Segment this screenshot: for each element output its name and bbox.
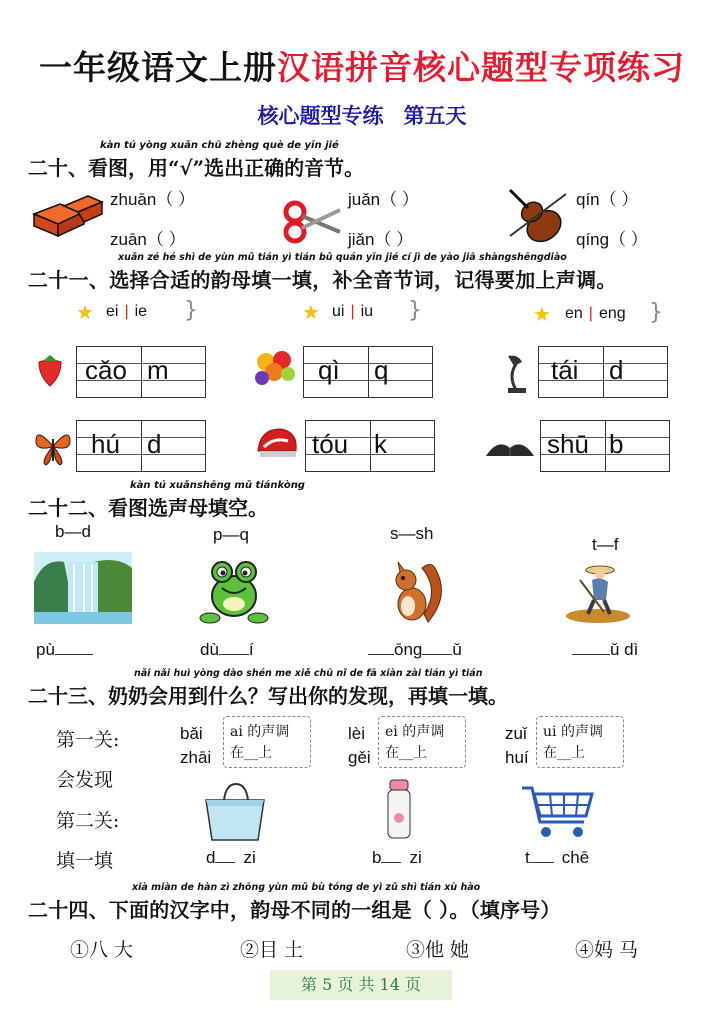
q22-pinyin: kàn tú xuǎnshēng mǔ tiánkòng: [130, 480, 305, 491]
q23-g3-box[interactable]: ui 的声调 在__上: [536, 716, 624, 768]
page-title: [0, 42, 724, 89]
q22-answer-3[interactable]: ōng ǔ: [368, 640, 462, 660]
star-icon: ★: [302, 300, 320, 324]
q23-fill-2[interactable]: b zi: [372, 848, 422, 867]
title-black: 一年级语文上册: [39, 48, 277, 87]
butterfly-icon: [32, 425, 74, 469]
squirrel-icon: [388, 556, 448, 628]
q24-pinyin: xià miàn de hàn zì zhōng yùn mǔ bù tóng de yì zǔ shì tián xù hào: [132, 882, 481, 893]
q24-option-1[interactable]: ①八 大: [70, 939, 134, 961]
q23-g1-top: bǎi: [180, 724, 203, 743]
q21-grid-5[interactable]: tóu k: [305, 420, 435, 472]
q21-title: 二十一、选择合适的韵母填一填，补全音节词，记得要加上声调。: [28, 268, 617, 292]
q21-grid-3[interactable]: tái d: [538, 346, 668, 398]
q23-g3-top: zuǐ: [505, 724, 527, 743]
q22-answer-2[interactable]: dù í: [200, 640, 254, 659]
star-icon: ★: [76, 300, 94, 324]
q21-pill-3: ★ en | eng }: [533, 300, 663, 326]
q22-pair-1: b—d: [55, 522, 91, 541]
frog-icon: [196, 552, 272, 628]
q21-grid-4[interactable]: hú d: [76, 420, 206, 472]
q24-option-4[interactable]: ④妈 马: [575, 939, 639, 961]
q20-pinyin: kàn tú yòng xuǎn chū zhèng què de yīn jié: [100, 140, 339, 151]
q20-title: 二十、看图，用“√”选出正确的音节。: [28, 156, 365, 180]
q22-title: 二十二、看图选声母填空。: [28, 496, 268, 520]
q21-pinyin: xuǎn zé hé shì de yùn mǔ tián yì tián bǔ quán yīn jié cí jì de yào jiā shàngshēngdiào: [118, 252, 567, 263]
q20-opt-2a[interactable]: juǎn（ ）: [348, 190, 419, 209]
balloons-icon: [252, 348, 300, 394]
q20-opt-2b[interactable]: jiǎn（ ）: [348, 230, 414, 249]
page-footer: 第 5 页 共 14 页: [270, 970, 452, 1000]
strawberry-icon: [35, 352, 65, 388]
waterfall-icon: [34, 552, 132, 624]
title-red: 汉语拼音核心题型专项练习: [277, 48, 685, 87]
level-2-sub: 填一填: [56, 850, 114, 872]
q21-grid-2[interactable]: qì q: [303, 346, 433, 398]
q24-title: 二十四、下面的汉字中，韵母不同的一组是（ ）。（填序号）: [28, 898, 561, 922]
q23-title: 二十三、奶奶会用到什么？写出你的发现，再填一填。: [28, 684, 508, 708]
q21-pill-2: ★ ui | iu }: [302, 298, 422, 324]
level-2-label: 第二关:: [56, 810, 120, 832]
shopping-cart-icon: [520, 784, 596, 842]
q23-g2-box[interactable]: ei 的声调 在__上: [378, 716, 466, 768]
thermos-icon: [384, 778, 414, 842]
q22-answer-4[interactable]: ǔ dì: [572, 640, 638, 660]
q22-pair-3: s—sh: [390, 524, 434, 543]
q24-option-3[interactable]: ③他 她: [406, 939, 470, 961]
farmer-icon: [564, 560, 632, 624]
book-icon: [482, 432, 538, 462]
q21-pill-1: ★ ei | ie }: [76, 298, 198, 324]
subtitle-a: 核心题型专练: [257, 103, 384, 128]
q23-pinyin: nǎi nǎi huì yòng dào shén me xiě chū nǐ de fā xiàn zài tián yì tián: [134, 668, 483, 679]
subtitle-b: 第五天: [403, 103, 467, 128]
q23-g1-bot: zhāi: [180, 748, 212, 767]
q22-answer-1[interactable]: pù: [36, 640, 93, 660]
star-icon: ★: [533, 302, 551, 326]
brick-icon: [30, 192, 105, 238]
q20-opt-1a[interactable]: zhuān（ ）: [110, 190, 196, 209]
page-subtitle: [0, 100, 724, 130]
q21-grid-6[interactable]: shū b: [540, 420, 670, 472]
q23-g2-top: lèi: [348, 724, 366, 743]
q20-opt-1b[interactable]: zuān（ ）: [110, 230, 186, 249]
level-1-sub: 会发现: [56, 769, 114, 791]
q21-grid-1[interactable]: cǎo m: [76, 346, 206, 398]
q24-option-2[interactable]: ②目 土: [240, 939, 304, 961]
q23-g1-box[interactable]: ai 的声调 在__上: [223, 716, 311, 768]
lamp-icon: [502, 352, 532, 396]
helmet-icon: [254, 425, 300, 465]
q20-opt-3b[interactable]: qíng（ ）: [576, 230, 648, 249]
q22-pair-2: p—q: [213, 525, 249, 544]
shopping-bag-icon: [200, 782, 270, 844]
q23-g2-bot: gěi: [348, 748, 371, 767]
violin-icon: [506, 186, 572, 246]
level-1-label: 第一关:: [56, 729, 120, 751]
q22-pair-4: t—f: [592, 535, 619, 554]
q23-g3-bot: huí: [505, 748, 529, 767]
q23-fill-1[interactable]: d zi: [206, 848, 256, 867]
q23-fill-3[interactable]: t chē: [525, 848, 590, 867]
q20-opt-3a[interactable]: qín（ ）: [576, 190, 639, 209]
scissors-icon: [282, 196, 344, 244]
